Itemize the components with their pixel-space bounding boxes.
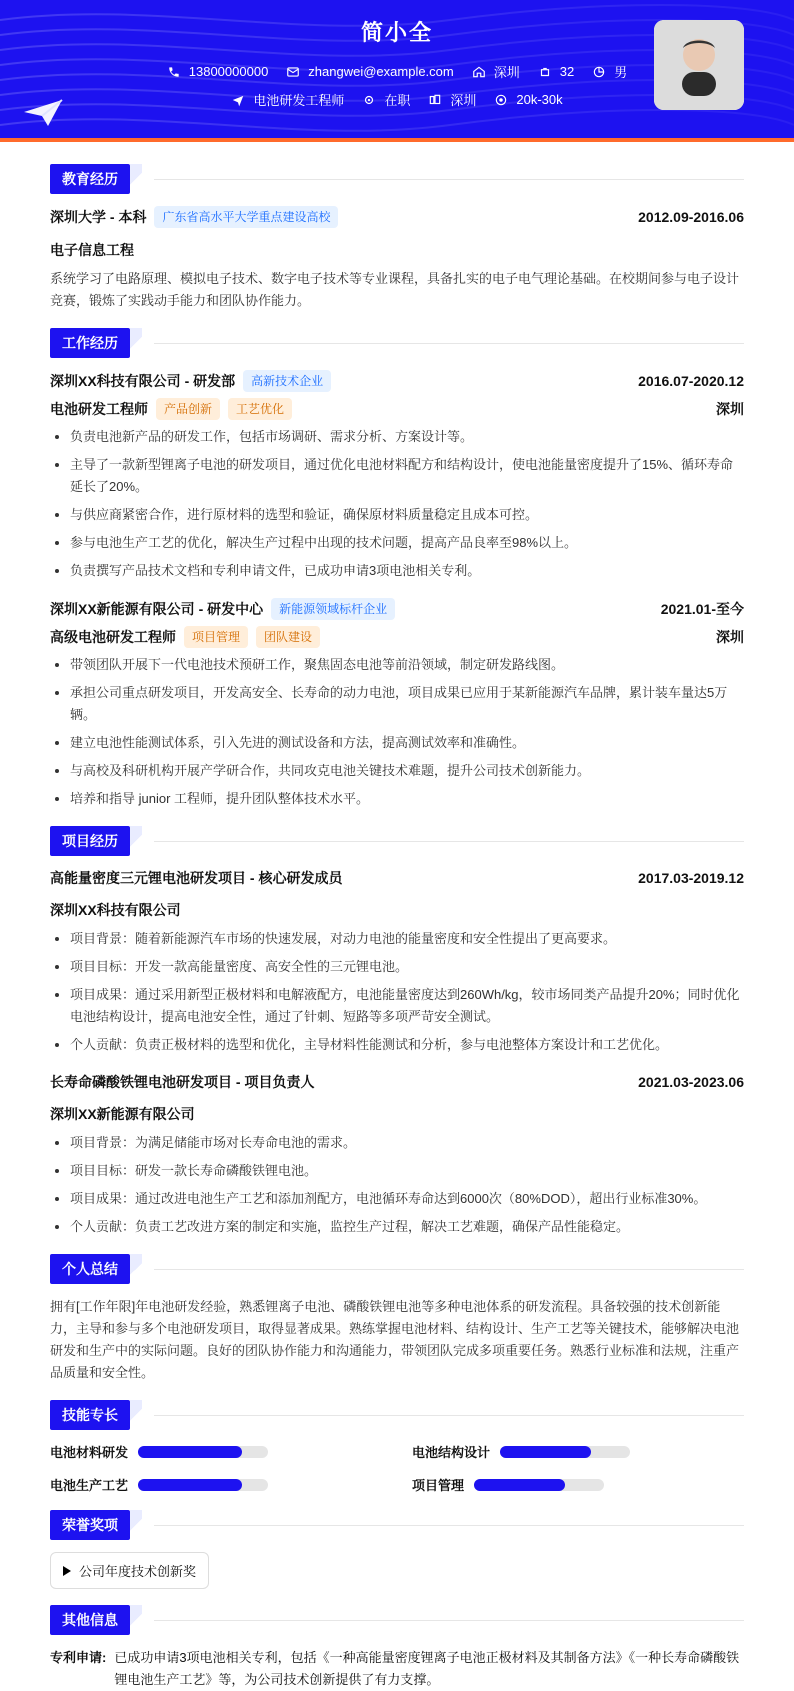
projects-title: 项目经历 bbox=[50, 826, 744, 856]
role-row-1 bbox=[50, 398, 744, 420]
job-title-text: 电池研发工程师 bbox=[253, 93, 345, 108]
role: 高级电池研发工程师 bbox=[50, 629, 176, 645]
city bbox=[472, 62, 520, 81]
list-item: • 个人贡献：负责正极材料的选型和优化，主导材料性能测试和分析，参与电池整体方案设计和工艺优化。 bbox=[70, 1034, 744, 1056]
skills-title: 技能专长 bbox=[50, 1400, 744, 1430]
list-item: • 承担公司重点研发项目，开发高安全、长寿命的动力电池，项目成果已应用于某新能源汽车品牌，累计装车量达5万辆。 bbox=[70, 682, 744, 726]
skills-grid bbox=[50, 1442, 744, 1494]
work-date: 2021.01-至今 bbox=[660, 601, 744, 617]
role-tag: 团队建设 bbox=[256, 626, 320, 648]
role: 电池研发工程师 bbox=[50, 401, 148, 417]
others-section bbox=[50, 1605, 744, 1691]
skill-bar bbox=[500, 1446, 630, 1458]
target-city-text: 深圳 bbox=[450, 93, 477, 108]
role-row-2 bbox=[50, 626, 744, 648]
phone bbox=[167, 64, 269, 79]
phone-text: 13800000000 bbox=[188, 64, 269, 79]
skills-section bbox=[50, 1400, 744, 1494]
skill-bar bbox=[138, 1479, 268, 1491]
education-desc: 系统学习了电路原理、模拟电子技术、数字电子技术等专业课程，具备扎实的电子电气理论基础。在校期间参与电子设计竞赛，锻炼了实践动手能力和团队协作能力。 bbox=[50, 271, 740, 308]
list-item: • 带领团队开展下一代电池技术预研工作，聚焦固态电池等前沿领域，制定研发路线图。 bbox=[70, 654, 744, 676]
list-item: • 项目背景：为满足储能市场对长寿命电池的需求。 bbox=[70, 1132, 744, 1154]
city-icon bbox=[428, 93, 442, 107]
project-title: 长寿命磷酸铁锂电池研发项目 - 项目负责人 bbox=[50, 1074, 315, 1090]
major: 电子信息工程 bbox=[50, 242, 134, 258]
city-text: 深圳 bbox=[493, 65, 520, 80]
skill-name: 电池结构设计 bbox=[412, 1445, 491, 1460]
work-row-1 bbox=[50, 370, 744, 392]
skill-bar bbox=[474, 1479, 604, 1491]
list-item: • 项目成果：通过采用新型正极材料和电解液配方，电池能量密度达到260Wh/kg，较市场同类产品提升20%；同时优化电池结构设计，提高电池安全性，通过了针刺、短路等多项严苛安全测试。 bbox=[70, 984, 744, 1028]
status bbox=[362, 90, 410, 109]
gender-icon bbox=[592, 65, 606, 79]
award-card bbox=[50, 1552, 209, 1589]
candidate-name: 简小全 bbox=[360, 20, 433, 45]
skill-name: 电池生产工艺 bbox=[50, 1478, 129, 1493]
project-bullets-1 bbox=[70, 928, 744, 1056]
list-item: • 项目成果：通过改进电池生产工艺和添加剂配方，电池循环寿命达到6000次（80%DOD），超出行业标准30%。 bbox=[70, 1188, 744, 1210]
project-date: 2017.03-2019.12 bbox=[638, 870, 744, 886]
other-value: 已成功申请3项电池相关专利，包括《一种高能量密度锂离子电池正极材料及其制备方法》《一种长寿命磷酸铁锂电池生产工艺》等，为公司技术创新提供了有力支撑。 bbox=[114, 1650, 740, 1687]
project-company: 深圳XX科技有限公司 bbox=[50, 902, 181, 918]
work-location: 深圳 bbox=[716, 401, 744, 417]
status-text: 在职 bbox=[384, 93, 411, 108]
awards-section bbox=[50, 1510, 744, 1589]
work-bullets-1 bbox=[70, 426, 744, 582]
work-location: 深圳 bbox=[716, 629, 744, 645]
summary-text: 拥有[工作年限]年电池研发经验，熟悉锂离子电池、磷酸铁锂电池等多种电池体系的研发流程。具备较强的技术创新能力，主导和参与多个电池研发项目，取得显著成果。熟练掌握电池材料、结构设计、生产工艺等关键技术，能够解决电池研发和生产中的实际问题。良好的团队协作能力和沟通能力，带领团队完成多项重要任务。熟悉行业标准和法规，注重产品质量和安全性。 bbox=[50, 1299, 740, 1380]
work-title: 工作经历 bbox=[50, 328, 744, 358]
list-item: • 项目背景：随着新能源汽车市场的快速发展，对动力电池的能量密度和安全性提出了更高要求。 bbox=[70, 928, 744, 950]
age-text: 32 bbox=[559, 64, 575, 79]
summary-title: 个人总结 bbox=[50, 1254, 744, 1284]
header bbox=[0, 0, 794, 142]
role-tag: 产品创新 bbox=[156, 398, 220, 420]
gender-text: 男 bbox=[614, 65, 628, 80]
list-item: • 项目目标：研发一款长寿命磷酸铁锂电池。 bbox=[70, 1160, 744, 1182]
skill-name: 项目管理 bbox=[412, 1478, 465, 1493]
work-date: 2016.07-2020.12 bbox=[638, 373, 744, 389]
summary-section bbox=[50, 1254, 744, 1384]
project-row-1 bbox=[50, 868, 744, 888]
education-section bbox=[50, 164, 744, 312]
salary bbox=[494, 92, 562, 107]
skill-bar bbox=[138, 1446, 268, 1458]
salary-icon bbox=[494, 93, 508, 107]
awards-title: 荣誉奖项 bbox=[50, 1510, 744, 1540]
company-name: 深圳XX新能源有限公司 - 研发中心 bbox=[50, 601, 264, 617]
salary-text: 20k-30k bbox=[516, 92, 563, 107]
skill bbox=[412, 1475, 744, 1494]
profile-photo bbox=[654, 20, 744, 110]
skill bbox=[50, 1442, 382, 1461]
list-item: • 培养和指导 junior 工程师，提升团队整体技术水平。 bbox=[70, 788, 744, 810]
role-tag: 项目管理 bbox=[184, 626, 248, 648]
list-item: • 负责电池新产品的研发工作，包括市场调研、需求分析、方案设计等。 bbox=[70, 426, 744, 448]
triangle-right-icon bbox=[63, 1566, 71, 1576]
other-item bbox=[50, 1647, 744, 1691]
school-name: 深圳大学 - 本科 bbox=[50, 209, 147, 225]
list-item: • 负责撰写产品技术文档和专利申请文件，已成功申请3项电池相关专利。 bbox=[70, 560, 744, 582]
list-item: • 主导了一款新型锂离子电池的研发项目，通过优化电池材料配方和结构设计，使电池能量密度提升了15%、循环寿命延长了20%。 bbox=[70, 454, 744, 498]
mail-icon bbox=[286, 65, 300, 79]
list-item: • 项目目标：开发一款高能量密度、高安全性的三元锂电池。 bbox=[70, 956, 744, 978]
list-item: • 与高校及科研机构开展产学研合作，共同攻克电池关键技术难题，提升公司技术创新能力。 bbox=[70, 760, 744, 782]
status-icon bbox=[362, 93, 376, 107]
company-tag: 高新技术企业 bbox=[243, 370, 331, 392]
age bbox=[538, 64, 574, 79]
list-item: • 与供应商紧密合作，进行原材料的选型和验证，确保原材料质量稳定且成本可控。 bbox=[70, 504, 744, 526]
list-item: • 个人贡献：负责工艺改进方案的制定和实施，监控生产过程，解决工艺难题，确保产品性能稳定。 bbox=[70, 1216, 744, 1238]
role-tag: 工艺优化 bbox=[228, 398, 292, 420]
company-tag: 新能源领域标杆企业 bbox=[271, 598, 395, 620]
work-section bbox=[50, 328, 744, 810]
email bbox=[286, 64, 453, 79]
school-tag: 广东省高水平大学重点建设高校 bbox=[154, 206, 338, 228]
job-title bbox=[231, 90, 344, 109]
company-name: 深圳XX科技有限公司 - 研发部 bbox=[50, 373, 236, 389]
project-company: 深圳XX新能源有限公司 bbox=[50, 1106, 195, 1122]
project-date: 2021.03-2023.06 bbox=[638, 1074, 744, 1090]
education-row bbox=[50, 206, 744, 228]
phone-icon bbox=[167, 65, 181, 79]
project-bullets-2 bbox=[70, 1132, 744, 1238]
avatar-icon bbox=[654, 20, 744, 110]
target-city bbox=[428, 90, 476, 109]
project-row-2 bbox=[50, 1072, 744, 1092]
list-item: • 参与电池生产工艺的优化，解决生产过程中出现的技术问题，提高产品良率至98%以上。 bbox=[70, 532, 744, 554]
email-text: zhangwei@example.com bbox=[308, 64, 454, 79]
plane-icon bbox=[231, 93, 245, 107]
gender bbox=[592, 62, 627, 81]
age-icon bbox=[538, 65, 552, 79]
skill bbox=[412, 1442, 744, 1461]
education-date: 2012.09-2016.06 bbox=[638, 209, 744, 225]
projects-section bbox=[50, 826, 744, 1238]
others-title: 其他信息 bbox=[50, 1605, 744, 1635]
other-key: 专利申请: bbox=[50, 1650, 107, 1665]
skill bbox=[50, 1475, 382, 1494]
education-title: 教育经历 bbox=[50, 164, 744, 194]
home-icon bbox=[472, 65, 486, 79]
award-text: 公司年度技术创新奖 bbox=[79, 1564, 197, 1579]
work-row-2 bbox=[50, 598, 744, 620]
list-item: • 建立电池性能测试体系，引入先进的测试设备和方法，提高测试效率和准确性。 bbox=[70, 732, 744, 754]
skill-name: 电池材料研发 bbox=[50, 1445, 129, 1460]
work-bullets-2 bbox=[70, 654, 744, 810]
project-title: 高能量密度三元锂电池研发项目 - 核心研发成员 bbox=[50, 870, 343, 886]
